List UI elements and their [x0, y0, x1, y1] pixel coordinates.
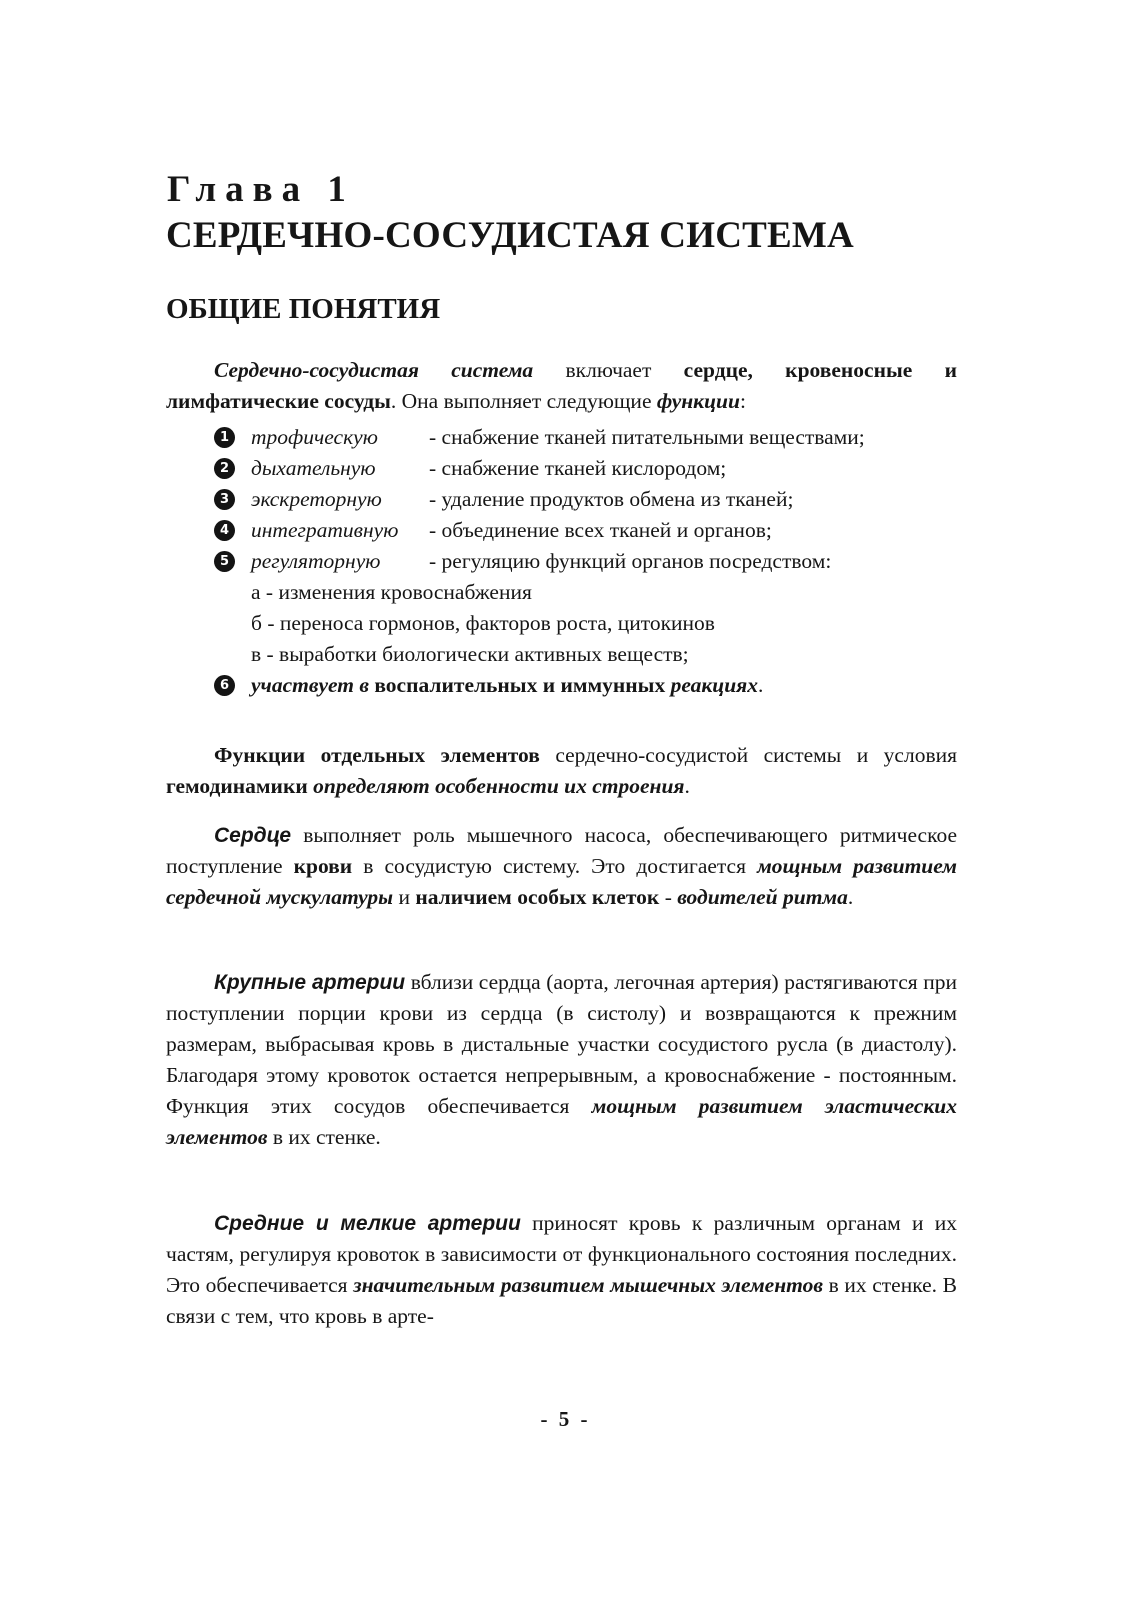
paragraph-text: в сосудистую систему. Это достигается	[352, 854, 758, 878]
paragraph-bold: наличием особых клеток	[415, 885, 660, 909]
intro-text-1: включает	[533, 358, 684, 382]
function-item	[214, 515, 974, 546]
regulatory-subitem	[214, 608, 974, 639]
paragraph-text: вблизи сердца (аорта, легочная артерия) растягиваются при поступлении порции крови из сердца (в систолу) и возвращаются к прежним размерам, выбрасывая кровь в дистальные участки сосудистого русла (в диастолу). Благодаря этому кровоток остается непрерывным, а кровоснабжение - постоянным. Функция этих сосудов обеспечивается	[166, 970, 957, 1118]
paragraph-text: и	[393, 885, 416, 909]
function-item	[214, 546, 974, 577]
intro-paragraph	[166, 355, 957, 417]
function-item	[214, 484, 974, 515]
function-description: - регуляцию функций органов посредством:	[429, 549, 832, 573]
paragraph-bold: крови	[293, 854, 353, 878]
paragraph-italic: значительным развитием мышечных элементов	[353, 1273, 823, 1297]
function-item	[214, 422, 974, 453]
paragraph-text: выполняет роль мышечного насоса, обеспечивающего ритмическое поступление	[166, 823, 957, 878]
function-item	[214, 453, 974, 484]
function-description: - снабжение тканей питательными веществами;	[429, 425, 865, 449]
paragraph-lead: Функции отдельных элементов	[214, 743, 540, 767]
paragraph-text: в их стенке. В связи с тем, что кровь в арте-	[166, 1273, 957, 1328]
paragraph-text: сердечно-сосудистой системы и условия	[539, 743, 957, 767]
section-title: ОБЩИЕ ПОНЯТИЯ	[166, 293, 441, 325]
function-description: - объединение всех тканей и органов;	[429, 518, 772, 542]
paragraph-italic: определяют особенности их строения	[313, 774, 685, 798]
paragraph-italic: мощным развитием эластических элементов	[166, 1094, 957, 1149]
function-6-lead: участвует в	[251, 673, 369, 697]
function-name: регуляторную	[251, 549, 381, 573]
functions-list	[214, 422, 974, 701]
paragraph-end: .	[684, 774, 690, 798]
chapter-title: СЕРДЕЧНО-СОСУДИСТАЯ СИСТЕМА	[166, 215, 854, 256]
function-description: - удаление продуктов обмена из тканей;	[429, 487, 794, 511]
medium-arteries-paragraph	[166, 1208, 957, 1332]
function-description: - снабжение тканей кислородом;	[429, 456, 727, 480]
function-name: трофическую	[251, 425, 378, 449]
regulatory-subitem	[214, 577, 974, 608]
function-6-tail: реакциях	[670, 673, 758, 697]
intro-organs: сердце, кровеносные и лимфатические сосуды	[166, 358, 957, 413]
number-3-icon: 3	[214, 489, 235, 510]
number-6-icon: 6	[214, 675, 235, 696]
paragraph-lead: Крупные артерии	[214, 971, 406, 994]
paragraph-italic: водителей ритма	[677, 885, 848, 909]
function-6-end: .	[758, 673, 764, 697]
subitem-text: а - изменения кровоснабжения	[251, 580, 532, 604]
paragraph-text: -	[659, 885, 678, 909]
function-item	[214, 670, 974, 701]
paragraph-italic: мощным развитием сердечной мускулатуры	[166, 854, 958, 909]
heart-paragraph	[166, 820, 957, 913]
page-number: - 5 -	[540, 1407, 591, 1431]
intro-text-2: . Она выполняет следующие	[390, 389, 657, 413]
intro-term: Сердечно-сосудистая система	[214, 358, 534, 382]
chapter-label: Глава 1	[167, 169, 355, 210]
paragraph-end: .	[847, 885, 854, 909]
paragraph-lead: Средние и мелкие артерии	[214, 1212, 521, 1235]
function-name: интегративную	[251, 518, 399, 542]
number-5-icon: 5	[214, 551, 235, 572]
function-6-body: воспалительных и иммунных	[368, 673, 671, 697]
paragraph-text: в их стенке.	[267, 1125, 381, 1149]
subitem-text: б - переноса гормонов, факторов роста, цитокинов	[251, 611, 715, 635]
regulatory-subitem	[214, 639, 974, 670]
large-arteries-paragraph	[166, 967, 957, 1153]
paragraph-text: приносят кровь к различным органам и их частям, регулируя кровоток в зависимости от функционального состояния последних. Это обеспечивается	[166, 1211, 957, 1297]
number-1-icon: 1	[214, 427, 235, 448]
intro-functions-word: функции	[656, 389, 740, 413]
function-6-text	[251, 670, 763, 701]
subitem-text: в - выработки биологически активных веществ;	[251, 642, 689, 666]
number-4-icon: 4	[214, 520, 235, 541]
number-2-icon: 2	[214, 458, 235, 479]
functions-paragraph	[166, 740, 957, 802]
paragraph-lead: Сердце	[214, 824, 292, 847]
paragraph-bold: гемодинамики	[166, 774, 308, 798]
function-name: дыхательную	[251, 456, 376, 480]
function-name: экскреторную	[251, 487, 382, 511]
intro-text-3: :	[739, 389, 746, 413]
